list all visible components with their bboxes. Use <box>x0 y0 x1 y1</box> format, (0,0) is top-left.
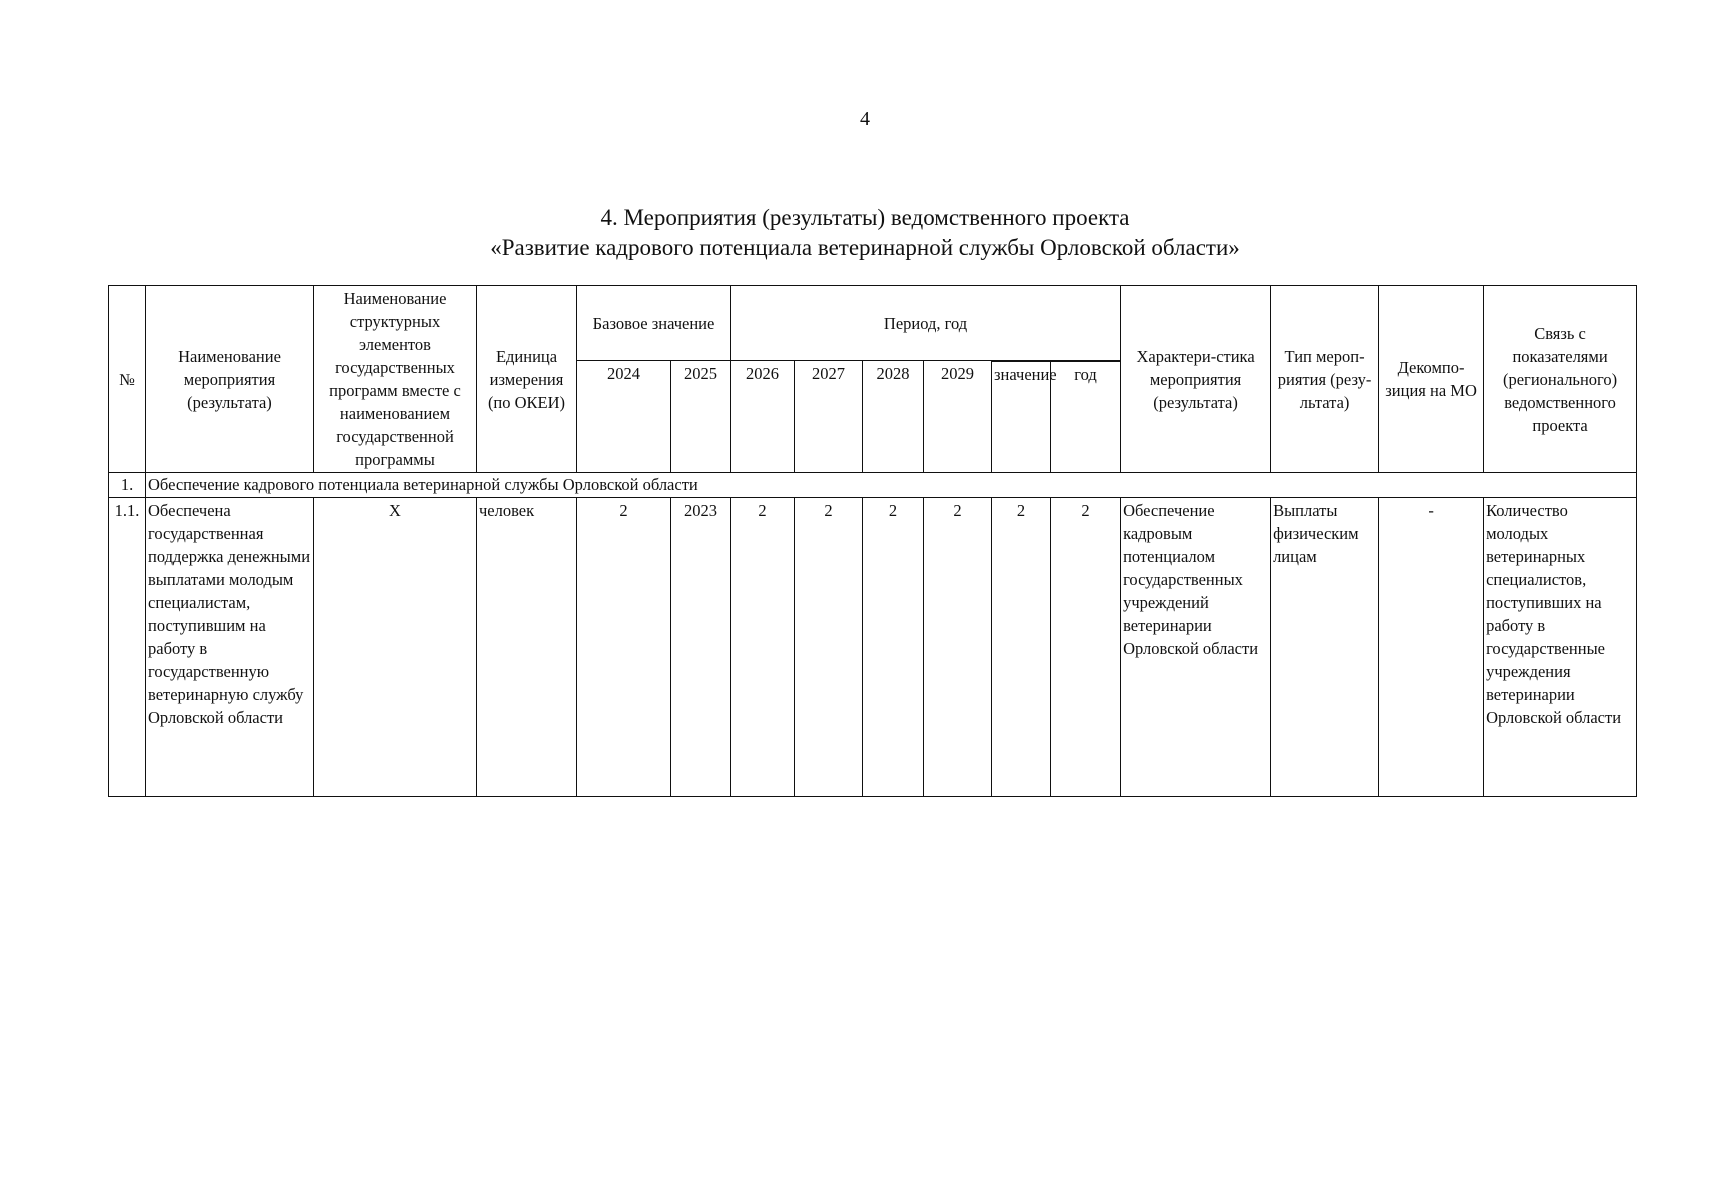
header-decomposition: Декомпо-зиция на МО <box>1379 286 1484 473</box>
section-title: Обеспечение кадрового потенциала ветеринарной службы Орловской области <box>146 473 1637 498</box>
row-base-year: 2023 <box>671 498 731 797</box>
header-row-1 <box>109 286 1637 361</box>
row-decomposition: - <box>1379 498 1484 797</box>
row-type: Выплаты физическим лицам <box>1271 498 1379 797</box>
header-year-2026: 2026 <box>731 361 795 473</box>
section-num: 1. <box>109 473 146 498</box>
activities-table <box>108 285 1637 797</box>
row-structural: Х <box>314 498 477 797</box>
row-link: Количество молодых ветеринарных специалистов, поступивших на работу в государственные учреждения ветеринарии Орловской области <box>1484 498 1637 797</box>
header-type: Тип мероп-риятия (резу-льтата) <box>1271 286 1379 473</box>
header-year-2024: 2024 <box>577 361 671 473</box>
page-number: 4 <box>860 108 870 130</box>
header-year-2025: 2025 <box>671 361 731 473</box>
header-base: Базовое значение <box>577 286 731 361</box>
header-year-2027: 2027 <box>795 361 863 473</box>
row-name: Обеспечена государственная поддержка денежными выплатами молодым специалистам, поступившим на работу в государственную ветеринарную службу Орловской области <box>146 498 314 797</box>
row-year-2024: 2 <box>731 498 795 797</box>
header-num: № <box>109 286 146 473</box>
header-year-2029: 2029 <box>924 361 992 473</box>
title-line-1: 4. Мероприятия (результаты) ведомственного проекта <box>600 205 1130 230</box>
header-base-year: год <box>1051 362 1121 473</box>
header-structural: Наименование структурных элементов государственных программ вместе с наименованием государственной программы <box>314 286 477 473</box>
row-year-2025: 2 <box>795 498 863 797</box>
row-year-2029: 2 <box>1051 498 1121 797</box>
header-characteristic: Характери-стика мероприятия (результата) <box>1121 286 1271 473</box>
header-link: Связь с показателями (регионального) ведомственного проекта <box>1484 286 1637 473</box>
document-title <box>0 203 1714 263</box>
row-year-2028: 2 <box>992 498 1051 797</box>
row-year-2026: 2 <box>863 498 924 797</box>
row-characteristic: Обеспечение кадровым потенциалом государственных учреждений ветеринарии Орловской области <box>1121 498 1271 797</box>
header-name: Наименование мероприятия (результата) <box>146 286 314 473</box>
row-num: 1.1. <box>109 498 146 797</box>
row-year-2027: 2 <box>924 498 992 797</box>
section-row <box>109 473 1637 498</box>
header-unit: Единица измерения (по ОКЕИ) <box>477 286 577 473</box>
title-line-2: «Развитие кадрового потенциала ветеринарной службы Орловской области» <box>490 235 1240 260</box>
header-year-2028: 2028 <box>863 361 924 473</box>
row-base-value: 2 <box>577 498 671 797</box>
header-period: Период, год <box>731 286 1121 361</box>
header-base-value: значение <box>992 362 1051 473</box>
table-row <box>109 498 1637 797</box>
row-unit: человек <box>477 498 577 797</box>
